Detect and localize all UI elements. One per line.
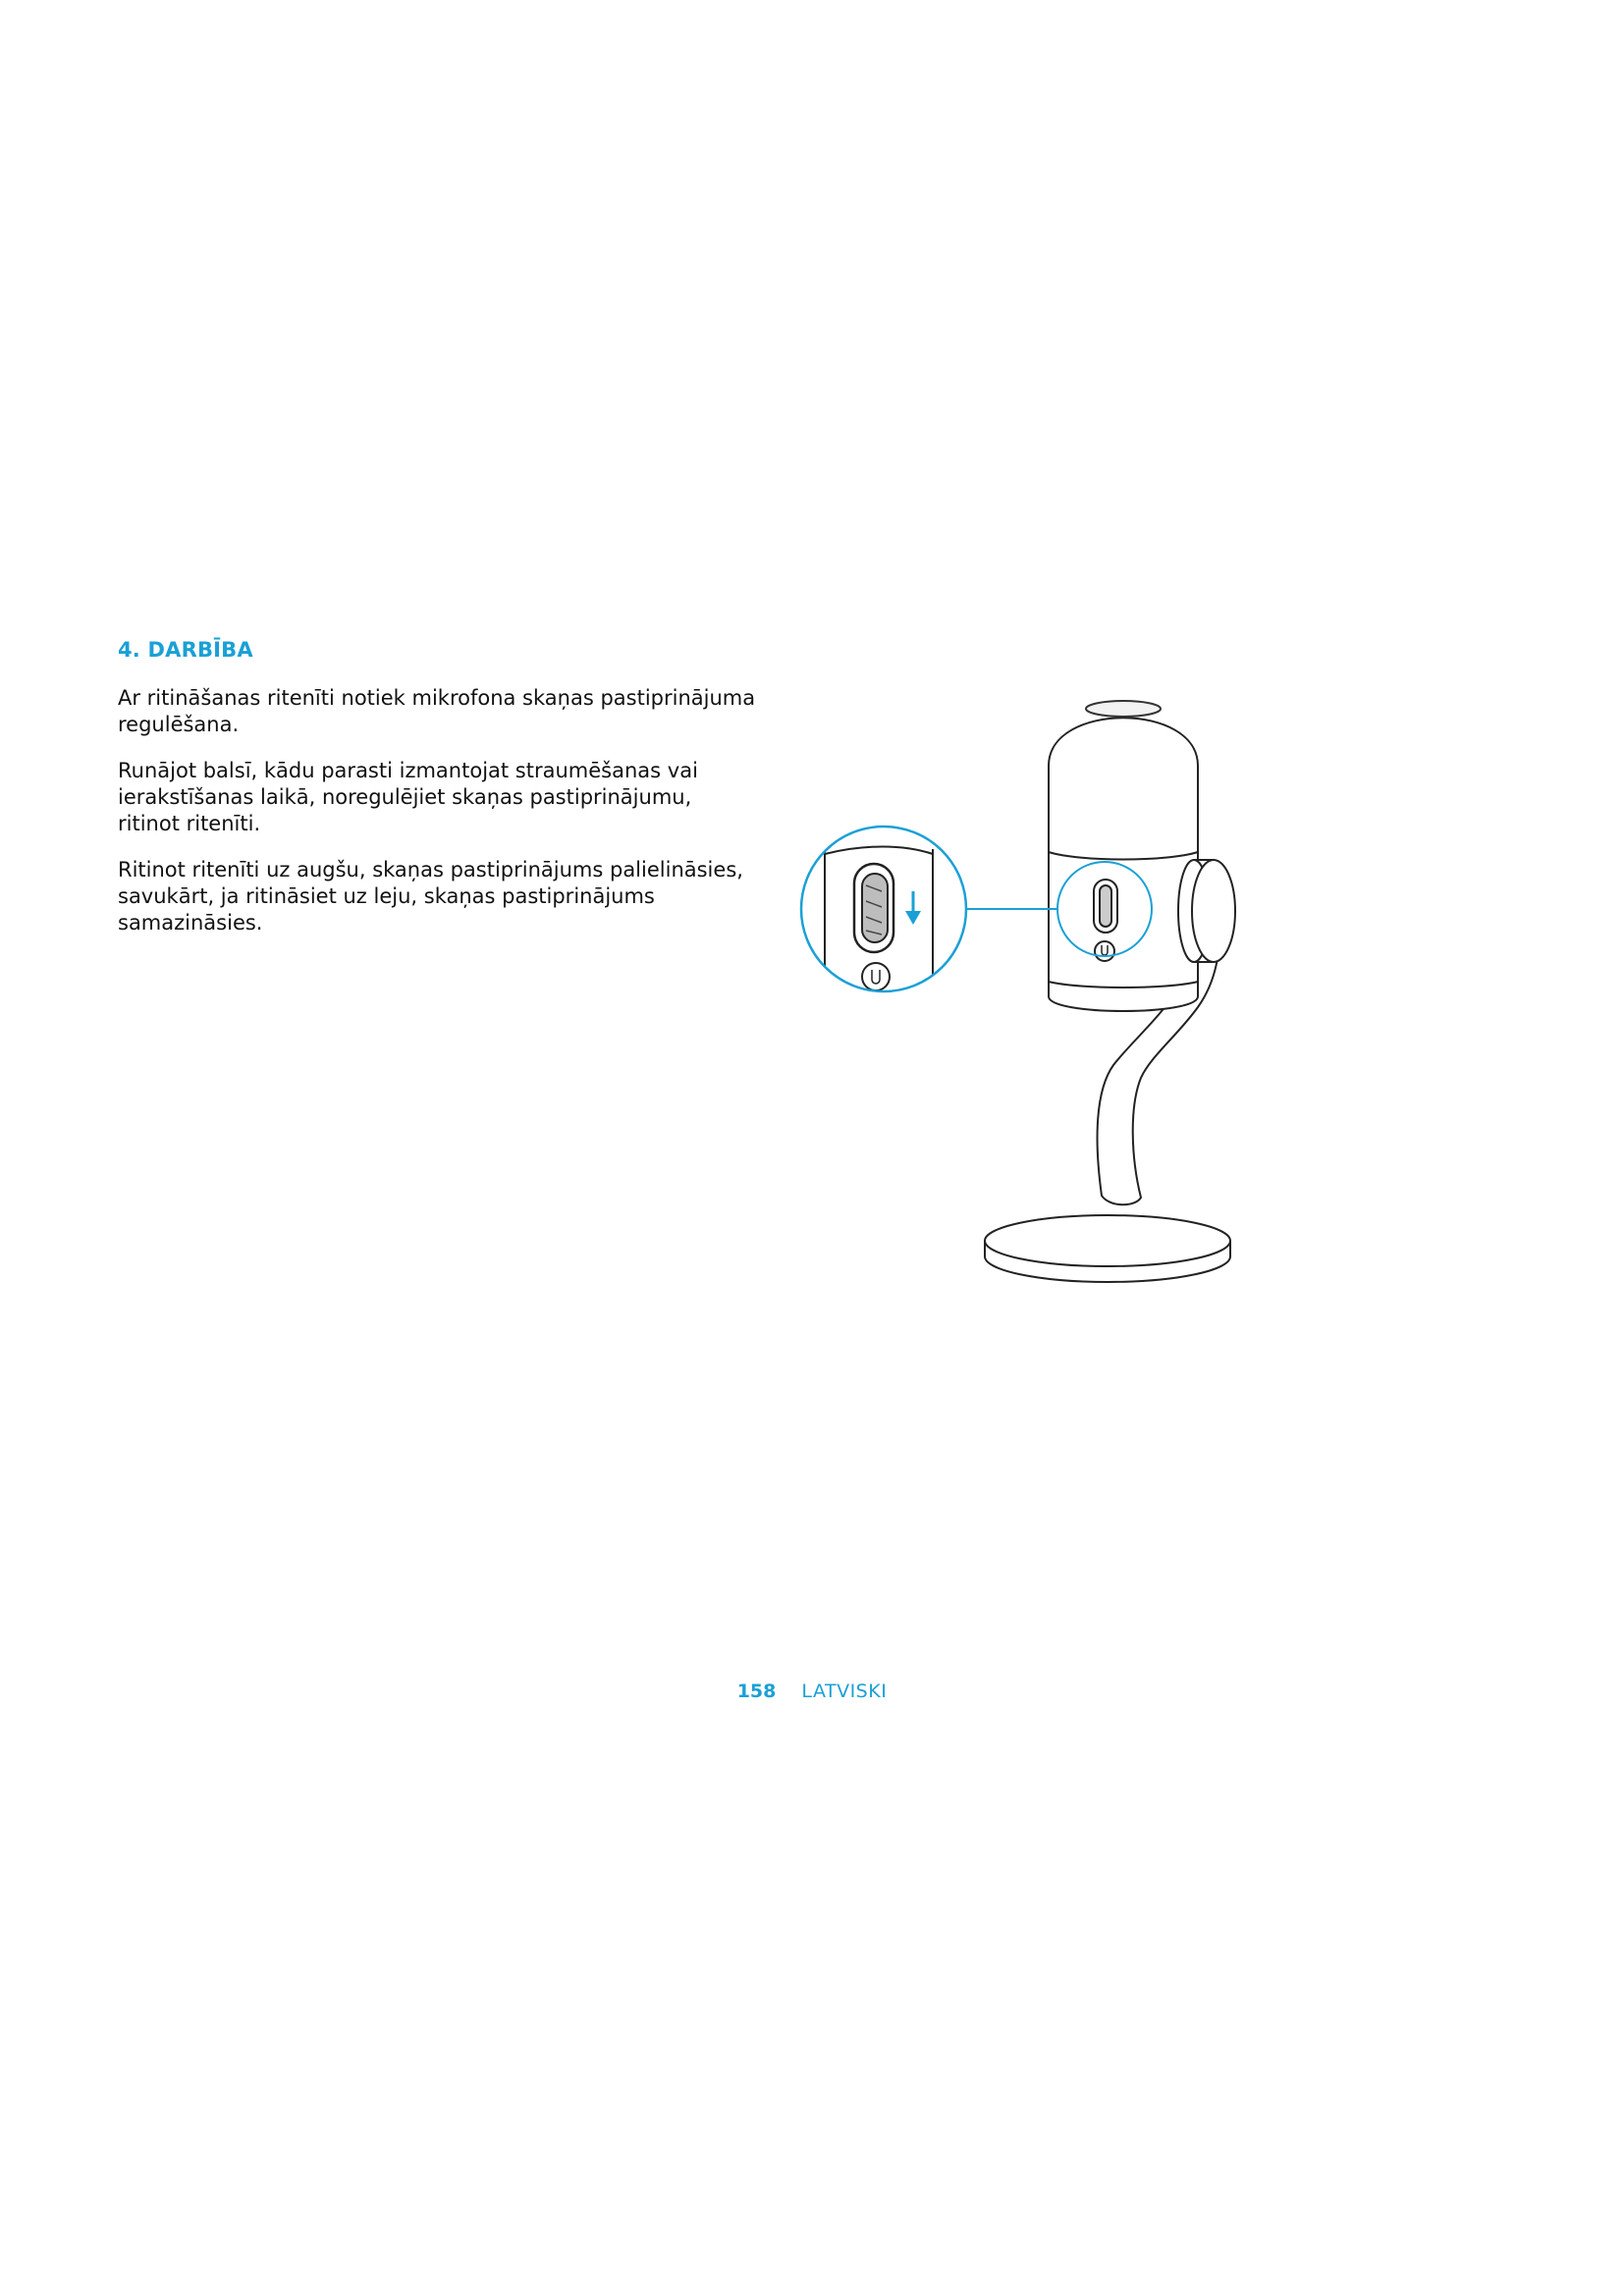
- page-footer: [0, 1681, 1624, 1702]
- page-number: 158: [736, 1681, 777, 1702]
- mic-body: [1049, 701, 1198, 1011]
- mic-stand-base: [985, 1215, 1230, 1282]
- zoom-inset: [801, 827, 966, 1001]
- paragraph-gain-direction: Ritinot ritenīti uz augšu, skaņas pastiprinājums palielināsies, savukārt, ja ritināsiet uz leju, skaņas pastiprinājums samazināsies.: [118, 858, 743, 934]
- scroll-wheel: [1094, 880, 1117, 961]
- section-heading: 4. DARBĪBA: [118, 638, 253, 662]
- instruction-section: [118, 638, 756, 956]
- language-label: LATVISKI: [801, 1681, 888, 1702]
- microphone-illustration: [785, 677, 1296, 1306]
- microphone-illustration-svg: [785, 677, 1296, 1306]
- mic-side-knob: [1178, 860, 1235, 962]
- paragraph-gain-intro: Ar ritināšanas ritenīti notiek mikrofona skaņas pastiprinājuma regulēšana.: [118, 686, 756, 736]
- paragraph-gain-adjust: Runājot balsī, kādu parasti izmantojat straumēšanas vai ierakstīšanas laikā, noregulējiet skaņas pastiprinājumu, ritinot ritenīti.: [118, 759, 698, 835]
